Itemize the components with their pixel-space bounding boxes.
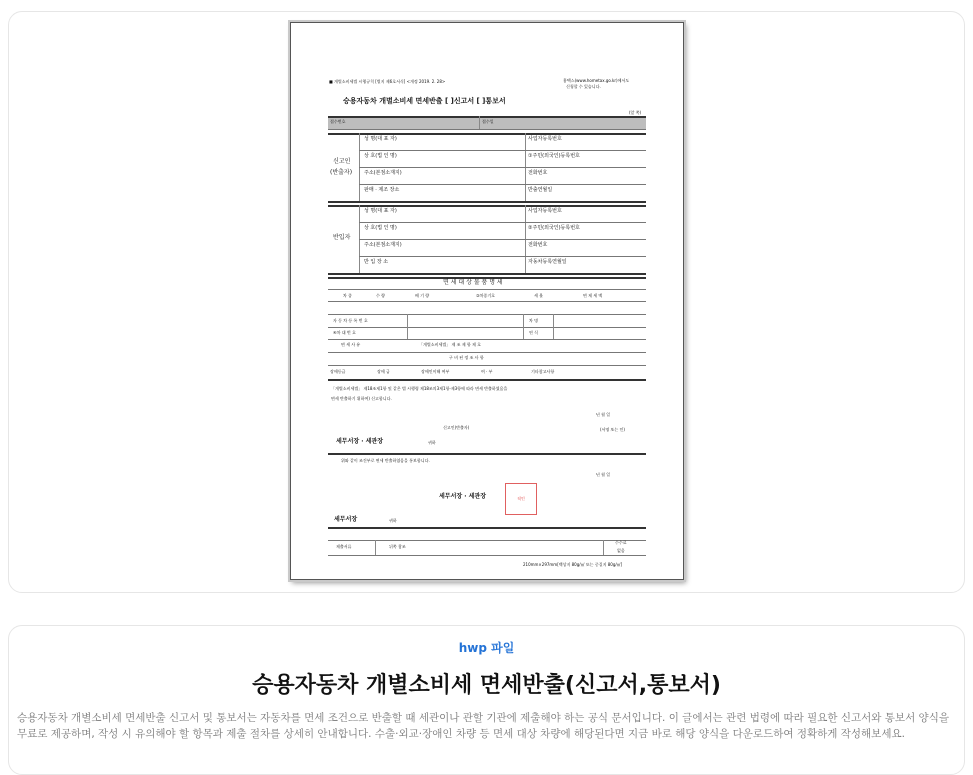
- vehicle-number-label: 자 동 차 등 록 번 호: [333, 318, 368, 323]
- doc-title: 승용자동차 개별소비세 면세반출 [ ]신고서 [ ]통보서: [343, 97, 506, 105]
- document-preview-image[interactable]: [290, 22, 684, 580]
- extra-column: 장애인이해 여부: [421, 369, 450, 374]
- doc-header-left: ■ 개별소비세법 시행규칙 [별지 제6호서식] <개정 2019. 2. 28>: [329, 79, 446, 84]
- goods-column: 세 율: [534, 293, 543, 298]
- official-seal-box: [505, 483, 537, 515]
- tax-office-title: 세무서장 · 세관장: [336, 438, 384, 445]
- model-year-label: 연 식: [529, 330, 538, 335]
- carrier-field: ②주민(외국인)등록번호: [528, 225, 580, 231]
- notice-text: 위와 같이 조건부로 면세 반출하였음을 통보합니다.: [341, 458, 430, 463]
- goods-column: ③차종기호: [476, 293, 496, 298]
- recipient-honorific: 귀하: [389, 518, 397, 523]
- fee-value: 없음: [617, 548, 625, 553]
- notice-date: 년 월 일: [596, 472, 611, 477]
- carrier-field: 자동차등록연월일: [528, 259, 567, 265]
- goods-column: 면 제 세 액: [583, 293, 603, 298]
- reporter-field: 반출연월일: [528, 187, 553, 193]
- post-title: 승용자동차 개별소비세 면세반출(신고서,통보서): [252, 673, 721, 698]
- attachment-note: 뒤쪽 참조: [389, 544, 406, 549]
- carrier-field: 상 호(법 인 명): [364, 225, 397, 231]
- chassis-number-label: ④차 대 번 호: [333, 330, 356, 335]
- declaration-date: 년 월 일: [596, 412, 611, 417]
- exempt-law-text: 「개별소비세법」 제 조 제 항 제 호: [419, 342, 481, 347]
- extra-column: 여 · 부: [481, 369, 493, 374]
- goods-section-title: 면 세 대 상 물 품 명 세: [443, 279, 503, 286]
- fee-label: 수수료: [615, 540, 627, 545]
- carrier-group-label: 반입자: [333, 234, 351, 241]
- doc-header-right-1: 홈택스(www.hometax.go.kr)에서도: [563, 78, 630, 83]
- reporter-field: 주소(본점소재지): [364, 170, 402, 176]
- doc-front-mark: (앞 쪽): [629, 110, 642, 115]
- carrier-field: 전화번호: [528, 242, 548, 248]
- reporter-field: 사업자등록번호: [528, 136, 562, 142]
- post-description: 승용자동차 개별소비세 면세반출 신고서 및 통보서는 자동차를 면세 조건으로 반출할 때 세관이나 관할 기관에 제출해야 하는 공식 문서입니다. 이 글에서는 관련 법령에 따라 필요한 신고서와 통보서 양식을 무료로 제공하며, 작성 시 유의해야 할 항목과 제출 절차를 상세히 안내합니다. 수출·외교·장애인 차량 등 면세 대상 차량에 해당된다면 지금 바로 해당 양식을 다운로드하여 정확하게 작성해보세요.: [17, 712, 949, 740]
- declaration-line-2: 면세 반출하기 위하여) 신고합니다.: [331, 396, 392, 401]
- receipt-date-label: 접수일: [482, 119, 494, 124]
- extra-column: 장애 급: [377, 369, 390, 374]
- declaration-line-1: 「개별소비세법」 제18조제1항 및 같은 법 시행령 제18조의3제1항·제3항에 따라 면세 반출하였음을: [331, 386, 508, 391]
- exempt-reason-label: 면 세 사 유: [341, 342, 361, 347]
- carrier-field: 성 명(대 표 자): [364, 208, 397, 214]
- carrier-field: 반 입 장 소: [364, 259, 389, 265]
- reporter-group-sub: (반출자): [330, 169, 353, 176]
- goods-column: 배 기 량: [415, 293, 430, 298]
- sign-note: (서명 또는 인): [600, 427, 625, 432]
- file-type-label[interactable]: hwp 파일: [458, 641, 515, 655]
- recipient-title: 세무서장: [334, 516, 358, 523]
- info-card: [8, 625, 965, 775]
- carrier-field: 사업자등록번호: [528, 208, 562, 214]
- extra-section-title: 구 비 된 정 조 사 항: [449, 355, 484, 360]
- goods-column: 수 량: [376, 293, 385, 298]
- reporter-field: 상 호(법 인 명): [364, 153, 397, 159]
- paper-size-note: 210mm×297mm[백상지 80g/㎡ 또는 중질지 80g/㎡]: [523, 562, 623, 567]
- reporter-field: 전화번호: [528, 170, 548, 176]
- receipt-number-label: 접수번호: [330, 119, 346, 124]
- reporter-field: 성 명(대 표 자): [364, 136, 397, 142]
- reporter-field: ①주민(외국인)등록번호: [528, 153, 580, 159]
- extra-column: 장애등급: [330, 369, 346, 374]
- attachment-label: 제출서류: [336, 544, 352, 549]
- tax-office-honorific: 귀하: [428, 440, 436, 445]
- vehicle-name-label: 차 명: [529, 318, 538, 323]
- reporter-group-label: 신고인: [333, 158, 351, 165]
- issuer-title: 세무서장 · 세관장: [439, 493, 487, 500]
- reporter-sign-label: 신고인(반출자): [443, 425, 470, 430]
- doc-header-right-2: 신청할 수 있습니다.: [566, 84, 601, 89]
- seal-label: 직인: [517, 496, 525, 501]
- reporter-field: 판매 · 제조 장소: [364, 187, 400, 193]
- extra-column: 기타참고사항: [531, 369, 555, 374]
- goods-column: 차 종: [343, 293, 352, 298]
- carrier-field: 주소(본점소재지): [364, 242, 402, 248]
